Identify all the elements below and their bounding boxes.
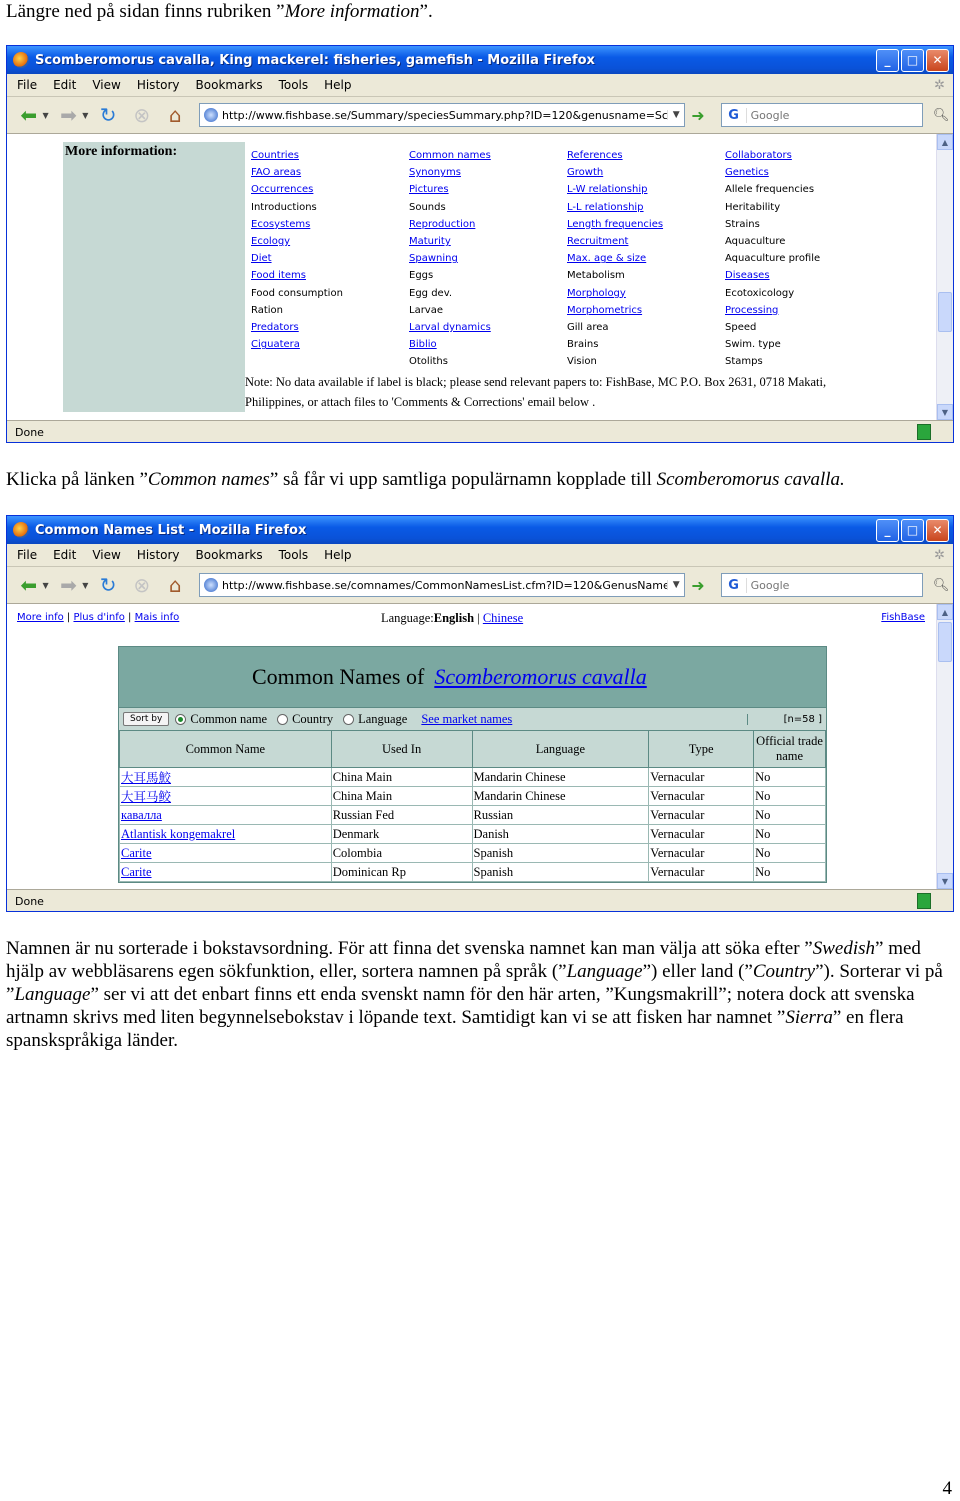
- browser-window-common-names: [6, 515, 954, 912]
- menu-view[interactable]: View: [92, 78, 121, 92]
- paragraph-emphasis: Sierra: [785, 1007, 833, 1028]
- more-info-link[interactable]: Processing: [725, 304, 779, 316]
- more-info-label-item: Allele frequencies: [725, 184, 815, 196]
- table-row: [120, 787, 826, 806]
- more-info-label: More information:: [65, 144, 178, 159]
- table-cell: [120, 863, 332, 882]
- more-info-label-item: Gill area: [567, 322, 609, 334]
- more-info-link[interactable]: Diseases: [725, 270, 770, 282]
- more-info-link[interactable]: Ciguatera: [251, 339, 300, 351]
- more-info-label-item: Larvae: [409, 304, 444, 316]
- table-cell: No: [754, 844, 826, 863]
- header-language: Language: [472, 731, 649, 768]
- address-bar[interactable]: [199, 103, 685, 127]
- more-info-link[interactable]: Max. age & size: [567, 253, 647, 265]
- more-info-link[interactable]: More info: [17, 612, 64, 623]
- minimize-button[interactable]: _: [876, 49, 899, 72]
- scroll-up-icon[interactable]: ▲: [937, 604, 953, 620]
- table-row: [120, 825, 826, 844]
- middle-text: Klicka på länken ”: [6, 469, 148, 490]
- more-info-label-item: Otoliths: [409, 356, 448, 368]
- scroll-down-icon[interactable]: ▼: [937, 873, 953, 889]
- more-info-link[interactable]: Ecology: [251, 236, 291, 248]
- forward-dropdown-icon[interactable]: ▼: [82, 580, 89, 590]
- more-info-link[interactable]: Collaborators: [725, 150, 792, 161]
- forward-arrow-icon[interactable]: ➡: [60, 103, 77, 127]
- table-cell: Dominican Rp: [331, 863, 472, 882]
- page-content: [7, 134, 953, 420]
- sort-row: [119, 707, 826, 730]
- more-info-link[interactable]: Larval dynamics: [409, 322, 491, 334]
- more-info-column: [409, 147, 567, 371]
- table-row: [120, 863, 826, 882]
- search-box[interactable]: [721, 103, 924, 127]
- status-text: Done: [15, 894, 44, 908]
- header-common-name: Common Name: [120, 731, 332, 768]
- menu-tools[interactable]: Tools: [278, 548, 309, 562]
- paragraph-emphasis: Swedish: [812, 938, 876, 959]
- more-info-label-item: Vision: [567, 356, 597, 368]
- menu-help[interactable]: Help: [324, 78, 352, 92]
- table-cell: Vernacular: [649, 787, 754, 806]
- fishbase-link[interactable]: FishBase: [881, 612, 925, 623]
- common-name-link[interactable]: Carite: [121, 845, 152, 860]
- radio-label: Language: [358, 711, 408, 726]
- reload-icon[interactable]: ↻: [99, 573, 117, 597]
- url-input[interactable]: [222, 109, 667, 122]
- status-bar: [7, 889, 953, 912]
- more-info-label-item: Stamps: [725, 356, 763, 368]
- more-info-link[interactable]: Countries: [251, 150, 299, 161]
- menu-bar: [7, 544, 953, 567]
- common-name-link[interactable]: Atlantisk kongemakrel: [121, 826, 236, 841]
- paragraph-emphasis: Country: [752, 961, 816, 982]
- search-magnifier-icon[interactable]: 🔍︎: [932, 577, 950, 593]
- menu-help[interactable]: Help: [324, 548, 352, 562]
- intro-emphasis: More information: [284, 1, 420, 22]
- table-cell: China Main: [331, 768, 472, 787]
- stop-icon[interactable]: ⊗: [133, 573, 151, 597]
- url-dropdown-icon[interactable]: ▼: [667, 580, 684, 590]
- page-title: [119, 647, 826, 707]
- table-cell: Denmark: [331, 825, 472, 844]
- forward-dropdown-icon[interactable]: ▼: [82, 110, 89, 120]
- common-name-link[interactable]: кавалла: [121, 807, 162, 822]
- more-info-link[interactable]: Morphometrics: [567, 304, 643, 316]
- more-info-link[interactable]: Food items: [251, 270, 306, 282]
- menu-bookmarks[interactable]: Bookmarks: [195, 548, 263, 562]
- paragraph-text: ”) eller land (”: [642, 961, 753, 982]
- window-title: Common Names List - Mozilla Firefox: [35, 522, 307, 538]
- search-box[interactable]: [721, 573, 924, 597]
- table-row: [120, 844, 826, 863]
- more-info-label-item: Eggs: [409, 270, 434, 282]
- throbber-icon: ✲: [934, 547, 945, 563]
- count-badge: [n=58 ]: [747, 714, 822, 725]
- close-button[interactable]: ✕: [926, 519, 949, 542]
- common-name-link[interactable]: Carite: [121, 864, 152, 879]
- more-info-link[interactable]: Reproduction: [409, 218, 476, 230]
- paragraph-text: Namnen är nu sorterade i bokstavsordning. För att finna det svenska namnet kan man välja att söka efter ”: [6, 938, 813, 959]
- header-used-in: Used In: [331, 731, 472, 768]
- paragraph-text: ” ser vi att det enbart finns ett enda svenskt namn för den här arten, ”Kungsmakrill”; notera dock att svenska artnamn skrivs med liten begynnelsebokstav i löpande text. Samtidigt kan vi se att fisken har namnet ”: [6, 984, 915, 1028]
- more-info-label-item: Heritability: [725, 201, 781, 213]
- throbber-icon: ✲: [934, 77, 945, 93]
- status-bar: [7, 420, 953, 443]
- home-icon[interactable]: ⌂: [168, 103, 182, 127]
- header-official-trade-name: Official trade name: [754, 731, 826, 768]
- window-title: Scomberomorus cavalla, King mackerel: fisheries, gamefish - Mozilla Firefox: [35, 52, 595, 68]
- page-number: 4: [942, 1478, 952, 1499]
- menu-history[interactable]: History: [136, 548, 180, 562]
- table-cell: Vernacular: [649, 825, 754, 844]
- fishbase-link-wrap: [881, 612, 925, 623]
- vertical-scrollbar[interactable]: [936, 134, 953, 420]
- more-info-label-item: Brains: [567, 339, 599, 351]
- other-language-links: More info | Plus d'info | Mais info: [17, 612, 180, 623]
- paragraph-text: ”). Sorterar vi på ”: [6, 961, 943, 1005]
- status-text: Done: [15, 425, 44, 439]
- browser-window-species-summary: [6, 45, 954, 443]
- more-info-label-item: Ecotoxicology: [725, 287, 795, 299]
- sort-country-radio[interactable]: [277, 712, 333, 727]
- search-input[interactable]: [747, 108, 923, 123]
- more-info-label-item: Introductions: [251, 201, 317, 213]
- more-info-link[interactable]: Predators: [251, 322, 299, 334]
- table-header-row: [120, 731, 826, 768]
- table-cell: [120, 806, 332, 825]
- more-info-label-item: Swim. type: [725, 339, 781, 351]
- stop-icon[interactable]: ⊗: [133, 103, 151, 127]
- more-info-link[interactable]: Common names: [409, 150, 491, 161]
- scroll-down-icon[interactable]: ▼: [937, 404, 953, 420]
- more-info-link[interactable]: Pictures: [409, 184, 449, 196]
- navigation-toolbar: [7, 97, 953, 134]
- url-input[interactable]: [222, 579, 667, 592]
- table-row: [120, 768, 826, 787]
- more-info-link[interactable]: References: [567, 150, 623, 161]
- menu-file[interactable]: File: [17, 548, 38, 562]
- more-info-link[interactable]: Biblio: [409, 339, 437, 351]
- more-info-label-item: Speed: [725, 322, 757, 334]
- table-cell: China Main: [331, 787, 472, 806]
- back-dropdown-icon[interactable]: ▼: [42, 580, 49, 590]
- table-cell: Vernacular: [649, 806, 754, 825]
- table-cell: No: [754, 768, 826, 787]
- common-name-link[interactable]: 大耳马鲛: [121, 790, 172, 804]
- site-globe-icon: [204, 108, 218, 122]
- intro-text-end: ”.: [419, 1, 433, 22]
- table-cell: Russian: [472, 806, 649, 825]
- common-names-table: [119, 730, 826, 882]
- page-content: [7, 604, 953, 889]
- more-info-link[interactable]: Ecosystems: [251, 218, 311, 230]
- more-info-label-item: Aquaculture: [725, 236, 786, 248]
- google-engine-icon[interactable]: G: [722, 578, 747, 593]
- address-bar[interactable]: [199, 573, 685, 597]
- middle-paragraph: [6, 468, 956, 491]
- more-info-link[interactable]: Spawning: [409, 253, 458, 265]
- language-selector: Language:English | Chinese: [381, 611, 524, 625]
- navigation-toolbar: [7, 567, 953, 604]
- table-cell: Vernacular: [649, 844, 754, 863]
- menu-file[interactable]: File: [17, 78, 38, 92]
- search-magnifier-icon[interactable]: 🔍︎: [932, 107, 950, 123]
- paragraph-text: ” en flera spanskspråkiga länder.: [6, 1007, 904, 1051]
- radio-selected-icon[interactable]: [175, 714, 186, 725]
- maximize-button[interactable]: □: [901, 49, 924, 72]
- more-info-link[interactable]: L-L relationship: [567, 201, 644, 213]
- species-link[interactable]: Scomberomorus cavalla: [434, 664, 647, 689]
- more-info-label-item: Food consumption: [251, 287, 343, 299]
- data-note: [245, 372, 905, 412]
- forward-arrow-icon[interactable]: ➡: [60, 573, 77, 597]
- table-cell: Spanish: [472, 863, 649, 882]
- menu-tools[interactable]: Tools: [278, 78, 309, 92]
- firefox-icon: [13, 522, 29, 538]
- table-cell: [120, 844, 332, 863]
- back-dropdown-icon[interactable]: ▼: [42, 110, 49, 120]
- more-info-link[interactable]: Genetics: [725, 167, 769, 179]
- scroll-thumb[interactable]: [938, 622, 952, 662]
- paragraph-text: ” med hjälp av webbläsarens egen sökfunktion, eller, sortera namnen på språk (”: [6, 938, 921, 982]
- table-body: [120, 768, 826, 882]
- table-cell: No: [754, 787, 826, 806]
- language-current: English: [433, 611, 475, 625]
- sort-language-radio[interactable]: [343, 712, 407, 727]
- more-info-label-item: Aquaculture profile: [725, 253, 821, 265]
- menu-view[interactable]: View: [92, 548, 121, 562]
- table-row: [120, 806, 826, 825]
- common-name-link[interactable]: 大耳馬鮫: [121, 771, 172, 785]
- mais-info-link[interactable]: Mais info: [134, 612, 180, 623]
- scroll-thumb[interactable]: [938, 292, 952, 332]
- go-arrow-icon[interactable]: ➜: [691, 575, 705, 595]
- paragraph-emphasis: Language: [566, 961, 643, 982]
- sort-by-button[interactable]: Sort by: [123, 712, 169, 726]
- middle-emphasis: Common names: [147, 469, 270, 490]
- intro-paragraph: [6, 0, 956, 23]
- middle-text: ” så får vi upp samtliga populärnamn kopplade till: [269, 469, 657, 490]
- more-info-columns: [251, 147, 883, 371]
- radio-label: Common name: [190, 711, 268, 726]
- status-indicator-icon: [917, 893, 931, 909]
- minimize-button[interactable]: _: [876, 519, 899, 542]
- more-info-link[interactable]: Maturity: [409, 236, 451, 248]
- more-info-link[interactable]: L-W relationship: [567, 184, 648, 196]
- more-info-label-item: Egg dev.: [409, 287, 453, 299]
- search-input[interactable]: [747, 578, 923, 593]
- more-info-link[interactable]: Length frequencies: [567, 218, 664, 230]
- middle-emphasis: Scomberomorus cavalla.: [656, 469, 845, 490]
- table-cell: Spanish: [472, 844, 649, 863]
- market-names-link[interactable]: See market names: [421, 711, 513, 726]
- more-info-label-item: Strains: [725, 218, 760, 230]
- data-note-line: Philippines, or attach files to 'Comments & Corrections' email below .: [245, 395, 596, 409]
- more-info-column: [567, 147, 725, 371]
- table-cell: No: [754, 863, 826, 882]
- radio-label: Country: [292, 711, 334, 726]
- menu-edit[interactable]: Edit: [53, 548, 77, 562]
- home-icon[interactable]: ⌂: [168, 573, 182, 597]
- table-cell: No: [754, 806, 826, 825]
- more-info-link[interactable]: Synonyms: [409, 167, 461, 179]
- table-cell: Danish: [472, 825, 649, 844]
- more-info-label-item: Sounds: [409, 201, 446, 213]
- more-info-label-cell: [63, 142, 245, 412]
- more-info-link[interactable]: Diet: [251, 253, 272, 265]
- site-globe-icon: [204, 578, 218, 592]
- go-arrow-icon[interactable]: ➜: [691, 105, 705, 125]
- more-info-link[interactable]: Morphology: [567, 287, 626, 299]
- more-info-label-item: Ration: [251, 304, 284, 316]
- google-engine-icon[interactable]: G: [722, 108, 747, 123]
- paragraph-emphasis: Language: [14, 984, 91, 1005]
- table-cell: Vernacular: [649, 768, 754, 787]
- table-cell: Russian Fed: [331, 806, 472, 825]
- url-dropdown-icon[interactable]: ▼: [667, 110, 684, 120]
- language-chinese-link[interactable]: Chinese: [482, 611, 524, 625]
- table-cell: Mandarin Chinese: [472, 787, 649, 806]
- back-arrow-icon[interactable]: ⬅: [20, 103, 38, 127]
- back-arrow-icon[interactable]: ⬅: [20, 573, 38, 597]
- common-names-panel: [118, 646, 827, 883]
- menu-bookmarks[interactable]: Bookmarks: [195, 78, 263, 92]
- table-cell: No: [754, 825, 826, 844]
- close-button[interactable]: ✕: [926, 49, 949, 72]
- sort-common-name-radio[interactable]: [175, 712, 267, 727]
- heading-prefix: Common Names of: [252, 664, 425, 689]
- reload-icon[interactable]: ↻: [99, 103, 117, 127]
- menu-edit[interactable]: Edit: [53, 78, 77, 92]
- language-label: Language:: [381, 611, 434, 625]
- status-indicator-icon: [917, 424, 931, 440]
- table-cell: [120, 768, 332, 787]
- firefox-icon: [13, 52, 29, 68]
- maximize-button[interactable]: □: [901, 519, 924, 542]
- header-type: Type: [649, 731, 754, 768]
- more-info-link[interactable]: Occurrences: [251, 184, 314, 196]
- table-cell: [120, 825, 332, 844]
- table-cell: Colombia: [331, 844, 472, 863]
- data-note-line: Note: No data available if label is black; please send relevant papers to: FishBase, MC P.O. Box 2631, 0718 Makati,: [245, 375, 827, 389]
- table-cell: Vernacular: [649, 863, 754, 882]
- more-info-label-item: Metabolism: [567, 270, 625, 282]
- menu-bar: [7, 74, 953, 97]
- radio-icon[interactable]: [277, 714, 288, 725]
- more-info-link[interactable]: Recruitment: [567, 236, 629, 248]
- menu-history[interactable]: History: [136, 78, 180, 92]
- title-bar: [7, 516, 953, 544]
- table-cell: [120, 787, 332, 806]
- more-info-column: [251, 147, 409, 371]
- more-info-column: [725, 147, 883, 371]
- plus-info-link[interactable]: Plus d'info: [73, 612, 125, 623]
- scroll-up-icon[interactable]: ▲: [937, 134, 953, 150]
- more-info-link[interactable]: Growth: [567, 167, 604, 179]
- radio-icon[interactable]: [343, 714, 354, 725]
- more-info-link[interactable]: FAO areas: [251, 167, 302, 179]
- table-cell: Mandarin Chinese: [472, 768, 649, 787]
- explanation-paragraph: [6, 937, 956, 1052]
- intro-text: Längre ned på sidan finns rubriken ”: [6, 1, 285, 22]
- vertical-scrollbar[interactable]: [936, 604, 953, 889]
- title-bar: [7, 46, 953, 74]
